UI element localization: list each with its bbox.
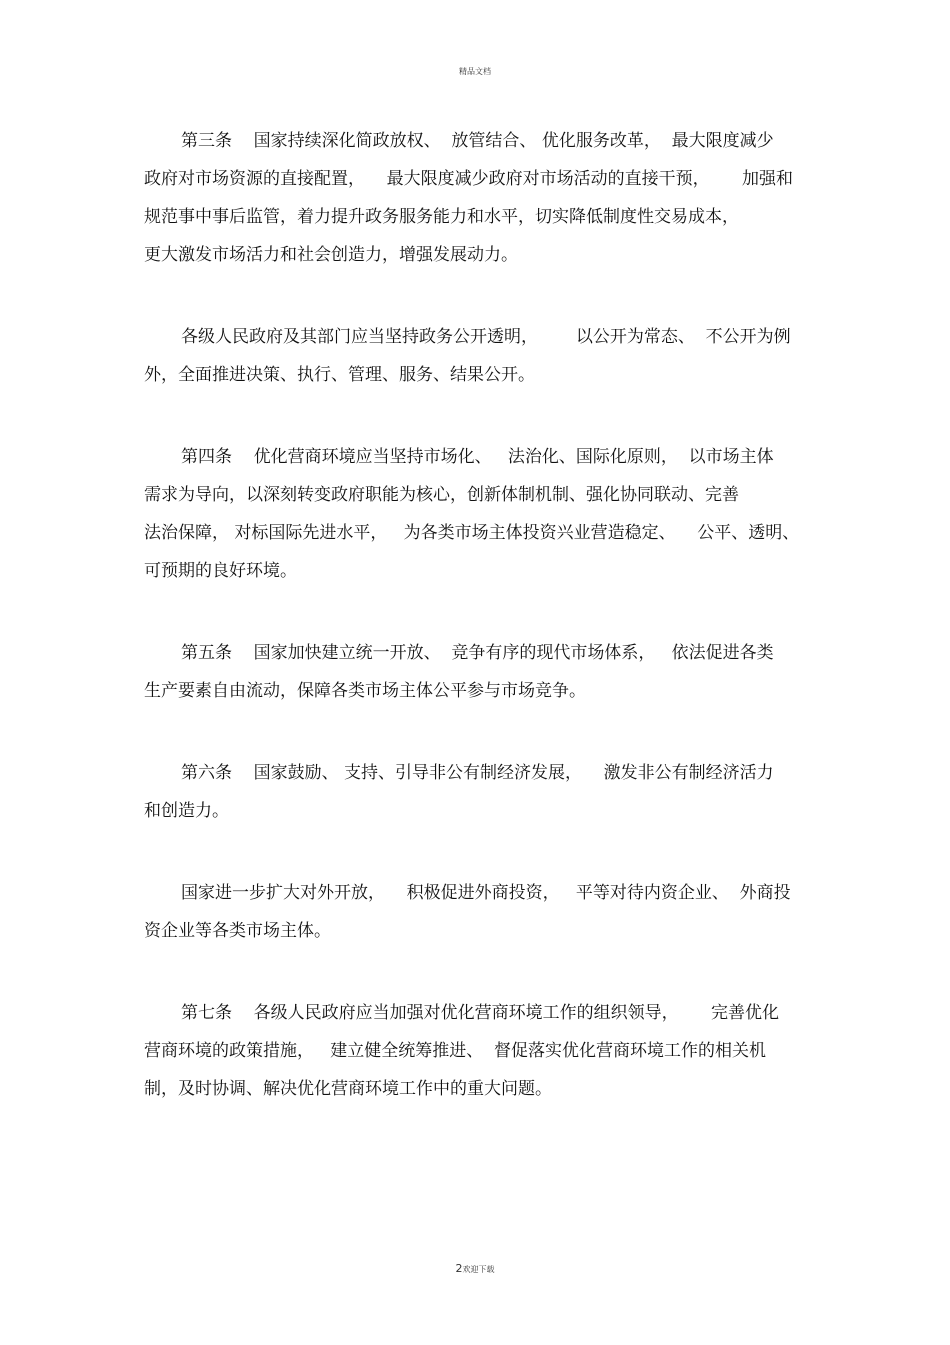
- text-line: 第四条 优化营商环境应当坚持市场化、 法治化、国际化原则， 以市场主体: [181, 447, 774, 467]
- text-line: 第六条 国家鼓励、 支持、引导非公有制经济发展， 激发非公有制经济活力: [181, 763, 774, 783]
- text-line: 政府对市场资源的直接配置， 最大限度减少政府对市场活动的直接干预， 加强和: [144, 169, 794, 189]
- text-line: 更大激发市场活力和社会创造力，增强发展动力。: [144, 245, 518, 265]
- text-line: 营商环境的政策措施， 建立健全统筹推进、 督促落实优化营商环境工作的相关机: [144, 1041, 767, 1061]
- text-line: 规范事中事后监管，着力提升政务服务能力和水平，切实降低制度性交易成本，: [144, 207, 739, 227]
- paragraph-article-5: [144, 634, 814, 710]
- paragraph-transparency: [144, 318, 814, 394]
- page-number: 2: [455, 1262, 463, 1275]
- text-line: 第七条 各级人民政府应当加强对优化营商环境工作的组织领导， 完善优化: [181, 1003, 780, 1023]
- header-text: 精品文档: [459, 67, 491, 76]
- paragraph-opening-up: [144, 874, 814, 950]
- footer-text: 欢迎下载: [462, 1265, 495, 1274]
- document-body: [144, 122, 814, 1152]
- text-line: 第五条 国家加快建立统一开放、 竞争有序的现代市场体系， 依法促进各类: [181, 643, 774, 663]
- text-line: 外，全面推进决策、执行、管理、服务、结果公开。: [144, 365, 535, 385]
- text-line: 可预期的良好环境。: [144, 561, 297, 581]
- text-line: 和创造力。: [144, 801, 229, 821]
- text-line: 第三条 国家持续深化简政放权、 放管结合、 优化服务改革， 最大限度减少: [181, 131, 774, 151]
- page-header: [0, 66, 950, 77]
- text-line: 法治保障， 对标国际先进水平， 为各类市场主体投资兴业营造稳定、 公平、透明、: [144, 523, 800, 543]
- text-line: 各级人民政府及其部门应当坚持政务公开透明， 以公开为常态、 不公开为例: [181, 327, 791, 347]
- text-line: 生产要素自由流动，保障各类市场主体公平参与市场竞争。: [144, 681, 586, 701]
- paragraph-article-7: [144, 994, 814, 1108]
- paragraph-article-6: [144, 754, 814, 830]
- paragraph-article-3: [144, 122, 814, 274]
- text-line: 需求为导向，以深刻转变政府职能为核心，创新体制机制、强化协同联动、完善: [144, 485, 739, 505]
- text-line: 制，及时协调、解决优化营商环境工作中的重大问题。: [144, 1079, 552, 1099]
- text-line: 资企业等各类市场主体。: [144, 921, 331, 941]
- paragraph-article-4: [144, 438, 814, 590]
- text-line: 国家进一步扩大对外开放， 积极促进外商投资， 平等对待内资企业、 外商投: [181, 883, 791, 903]
- page-footer: [0, 1262, 950, 1275]
